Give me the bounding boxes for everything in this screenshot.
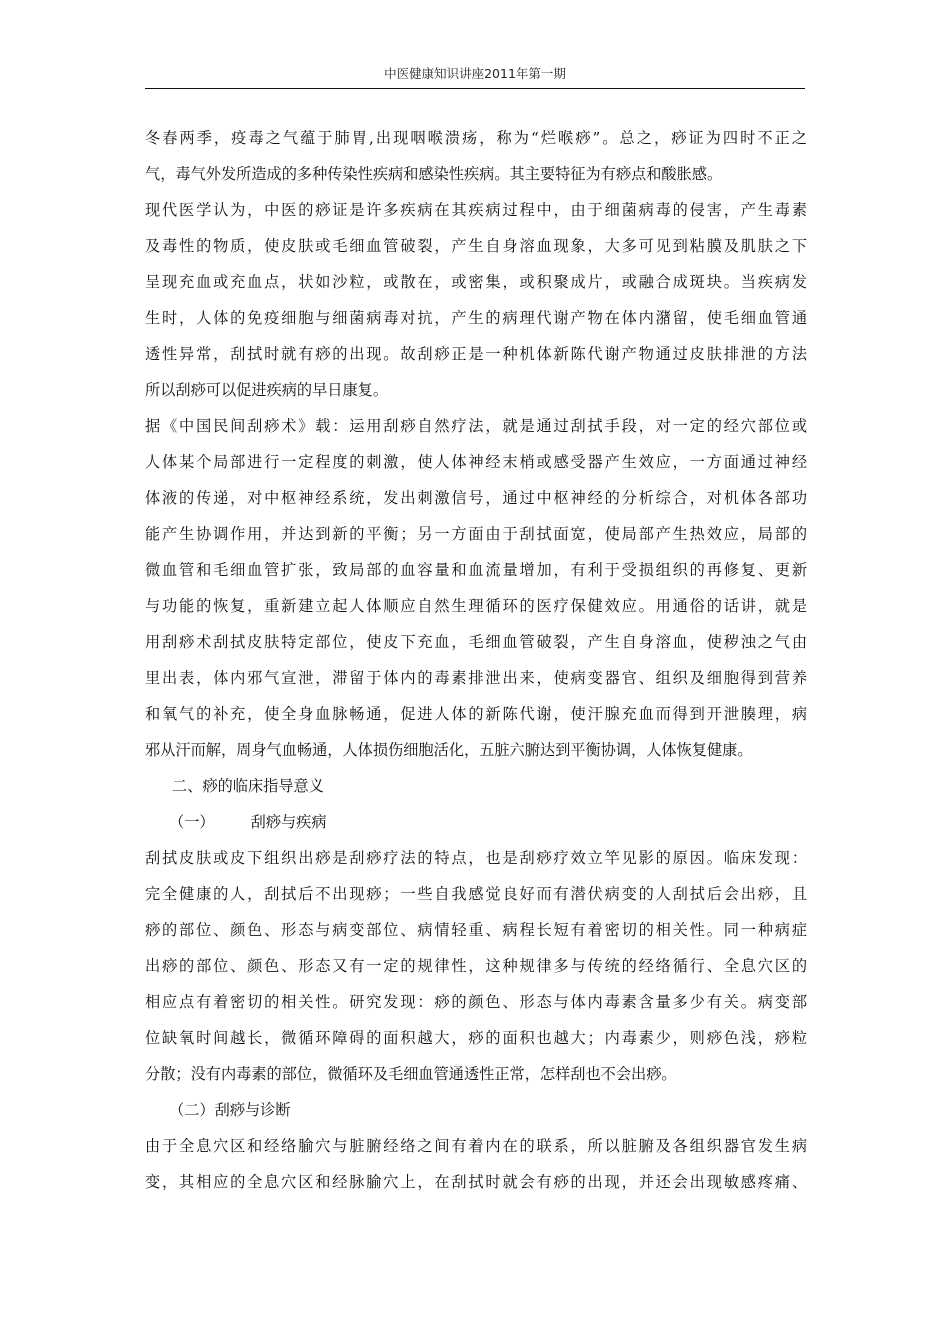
text-line: 位缺氧时间越长，微循环障碍的面积越大，痧的面积也越大；内毒素少，则痧色浅，痧粒	[145, 1029, 807, 1047]
subsection-heading: （二）刮痧与诊断	[169, 1101, 291, 1119]
text-line: 现代医学认为，中医的痧证是许多疾病在其疾病过程中，由于细菌病毒的侵害，产生毒素	[145, 201, 807, 219]
text-line: 人体某个局部进行一定程度的刺激，使人体神经末梢或感受器产生效应，一方面通过神经	[145, 453, 807, 471]
subsection-number: （一）	[169, 813, 215, 831]
document-body	[145, 120, 807, 1200]
text-line: 微血管和毛细血管扩张，致局部的血容量和血流量增加，有利于受损组织的再修复、更新	[145, 561, 807, 579]
text-line: 透性异常，刮拭时就有痧的出现。故刮痧正是一种机体新陈代谢产物通过皮肤排泄的方法	[145, 345, 807, 363]
text-line: 分散；没有内毒素的部位，微循环及毛细血管通透性正常，怎样刮也不会出痧。	[145, 1065, 677, 1083]
text-line: 和氧气的补充，使全身血脉畅通，促进人体的新陈代谢，使汗腺充血而得到开泄腠理，病	[145, 705, 807, 723]
text-line: 生时，人体的免疫细胞与细菌病毒对抗，产生的病理代谢产物在体内潴留，使毛细血管通	[145, 309, 807, 327]
text-line: 体液的传递，对中枢神经系统，发出刺激信号，通过中枢神经的分析综合，对机体各部功	[145, 489, 807, 507]
text-line: 据《中国民间刮痧术》载：运用刮痧自然疗法，就是通过刮拭手段，对一定的经穴部位或	[145, 417, 807, 435]
page-header	[145, 66, 805, 89]
text-line: 完全健康的人，刮拭后不出现痧；一些自我感觉良好而有潜伏病变的人刮拭后会出痧，且	[145, 885, 807, 903]
subsection-heading	[145, 804, 807, 840]
text-line: 痧的部位、颜色、形态与病变部位、病情轻重、病程长短有着密切的相关性。同一种病症	[145, 921, 807, 939]
text-line: 所以刮痧可以促进疾病的早日康复。	[145, 381, 388, 399]
text-line: 由于全息穴区和经络腧穴与脏腑经络之间有着内在的联系，所以脏腑及各组织器官发生病	[145, 1137, 807, 1155]
text-line: 出痧的部位、颜色、形态又有一定的规律性，这种规律多与传统的经络循行、全息穴区的	[145, 957, 807, 975]
text-line: 邪从汗而解，周身气血畅通，人体损伤细胞活化，五脏六腑达到平衡协调，人体恢复健康。	[145, 741, 753, 759]
header-title: 中医健康知识讲座2011年第一期	[384, 66, 566, 81]
text-line: 用刮痧术刮拭皮肤特定部位，使皮下充血，毛细血管破裂，产生自身溶血，使秽浊之气由	[145, 633, 807, 651]
text-line: 刮拭皮肤或皮下组织出痧是刮痧疗法的特点，也是刮痧疗效立竿见影的原因。临床发现：	[145, 849, 807, 867]
text-line: 呈现充血或充血点，状如沙粒，或散在，或密集，或积聚成片，或融合成斑块。当疾病发	[145, 273, 807, 291]
text-line: 变，其相应的全息穴区和经脉腧穴上，在刮拭时就会有痧的出现，并还会出现敏感疼痛、	[145, 1173, 807, 1191]
text-line: 气，毒气外发所造成的多种传染性疾病和感染性疾病。其主要特征为有痧点和酸胀感。	[145, 165, 723, 183]
text-line: 及毒性的物质，使皮肤或毛细血管破裂，产生自身溶血现象，大多可见到粘膜及肌肤之下	[145, 237, 807, 255]
subsection-title: 刮痧与疾病	[250, 813, 327, 831]
text-line: 与功能的恢复，重新建立起人体顺应自然生理循环的医疗保健效应。用通俗的话讲，就是	[145, 597, 807, 615]
text-line: 能产生协调作用，并达到新的平衡；另一方面由于刮拭面宽，使局部产生热效应，局部的	[145, 525, 807, 543]
text-line: 冬春两季，疫毒之气蕴于肺胃,出现咽喉溃疡，称为“烂喉痧”。总之，痧证为四时不正之	[145, 129, 807, 147]
text-line: 里出表，体内邪气宣泄，滞留于体内的毒素排泄出来，使病变器官、组织及细胞得到营养	[145, 669, 807, 687]
section-heading: 二、痧的临床指导意义	[172, 777, 324, 795]
text-line: 相应点有着密切的相关性。研究发现：痧的颜色、形态与体内毒素含量多少有关。病变部	[145, 993, 807, 1011]
